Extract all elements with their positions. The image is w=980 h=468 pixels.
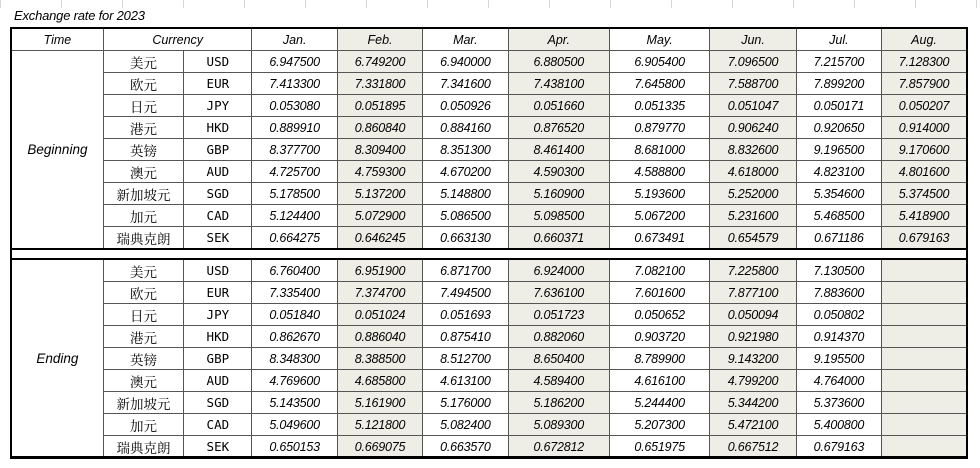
rate-cell[interactable]: 0.050171 <box>796 95 881 117</box>
rate-cell[interactable] <box>882 304 967 326</box>
currency-code-cell[interactable]: CAD <box>184 205 252 227</box>
rate-cell[interactable] <box>882 326 967 348</box>
rate-cell[interactable]: 6.760400 <box>252 259 337 282</box>
section-separator <box>11 249 967 259</box>
rate-cell[interactable]: 0.654579 <box>710 227 796 250</box>
rate-cell[interactable]: 7.899200 <box>796 73 881 95</box>
rate-cell[interactable]: 4.764000 <box>796 370 881 392</box>
rate-cell[interactable]: 8.388500 <box>337 348 422 370</box>
rate-cell[interactable]: 0.050926 <box>423 95 508 117</box>
header-month[interactable]: Jun. <box>710 28 796 51</box>
rate-cell[interactable]: 8.351300 <box>423 139 508 161</box>
rate-cell[interactable]: 0.667512 <box>710 436 796 459</box>
rate-cell[interactable]: 6.924000 <box>508 259 609 282</box>
rate-cell[interactable]: 4.616100 <box>609 370 709 392</box>
rate-cell[interactable]: 5.098500 <box>508 205 609 227</box>
currency-name-cell[interactable]: 英镑 <box>103 139 183 161</box>
currency-name-cell[interactable]: 澳元 <box>103 161 183 183</box>
currency-code-cell[interactable]: USD <box>184 259 252 282</box>
table-row <box>11 73 967 95</box>
rate-cell[interactable]: 8.377700 <box>252 139 337 161</box>
rate-cell[interactable]: 4.685800 <box>337 370 422 392</box>
rate-cell[interactable]: 0.651975 <box>609 436 709 459</box>
rate-cell[interactable]: 4.588800 <box>609 161 709 183</box>
rate-cell[interactable]: 7.374700 <box>337 282 422 304</box>
table-row <box>11 436 967 459</box>
rate-cell[interactable]: 0.051660 <box>508 95 609 117</box>
rate-cell[interactable]: 7.857900 <box>882 73 967 95</box>
rate-cell[interactable]: 0.906240 <box>710 117 796 139</box>
rate-cell[interactable]: 0.884160 <box>423 117 508 139</box>
rate-cell[interactable]: 7.128300 <box>882 51 967 73</box>
table-row <box>11 370 967 392</box>
rate-cell[interactable]: 4.589400 <box>508 370 609 392</box>
rate-cell[interactable]: 0.664275 <box>252 227 337 250</box>
rate-cell[interactable]: 7.645800 <box>609 73 709 95</box>
rate-cell[interactable]: 0.879770 <box>609 117 709 139</box>
rate-cell[interactable] <box>882 282 967 304</box>
rate-cell[interactable]: 9.170600 <box>882 139 967 161</box>
table-row <box>11 205 967 227</box>
table-row <box>11 348 967 370</box>
rate-cell[interactable]: 4.613100 <box>423 370 508 392</box>
rate-cell[interactable]: 5.468500 <box>796 205 881 227</box>
rate-cell[interactable]: 5.178500 <box>252 183 337 205</box>
sheet-gridlines <box>0 0 980 8</box>
rate-cell[interactable]: 7.130500 <box>796 259 881 282</box>
rate-cell[interactable]: 5.086500 <box>423 205 508 227</box>
rate-cell[interactable]: 6.871700 <box>423 259 508 282</box>
rate-cell[interactable]: 5.244400 <box>609 392 709 414</box>
rate-cell[interactable]: 0.882060 <box>508 326 609 348</box>
rate-cell[interactable]: 8.512700 <box>423 348 508 370</box>
table-row <box>11 183 967 205</box>
rate-cell[interactable]: 9.195500 <box>796 348 881 370</box>
rate-cell[interactable]: 0.914370 <box>796 326 881 348</box>
table-row <box>11 414 967 436</box>
rate-cell[interactable]: 5.176000 <box>423 392 508 414</box>
currency-code-cell[interactable]: SGD <box>184 183 252 205</box>
currency-name-cell[interactable]: 澳元 <box>103 370 183 392</box>
rate-cell[interactable]: 6.749200 <box>337 51 422 73</box>
table-row <box>11 282 967 304</box>
rate-cell[interactable]: 5.193600 <box>609 183 709 205</box>
rate-cell[interactable]: 0.050652 <box>609 304 709 326</box>
rate-cell[interactable]: 5.160900 <box>508 183 609 205</box>
rate-cell[interactable]: 7.331800 <box>337 73 422 95</box>
rate-cell[interactable]: 5.186200 <box>508 392 609 414</box>
currency-code-cell[interactable]: CAD <box>184 414 252 436</box>
table-row <box>11 51 967 73</box>
rate-cell[interactable]: 0.921980 <box>710 326 796 348</box>
currency-code-cell[interactable]: EUR <box>184 73 252 95</box>
currency-name-cell[interactable]: 日元 <box>103 95 183 117</box>
table-row <box>11 95 967 117</box>
rate-cell[interactable]: 5.067200 <box>609 205 709 227</box>
rate-cell[interactable] <box>882 414 967 436</box>
currency-name-cell[interactable]: 加元 <box>103 414 183 436</box>
rate-cell[interactable]: 5.161900 <box>337 392 422 414</box>
rate-cell[interactable]: 7.082100 <box>609 259 709 282</box>
header-currency[interactable]: Currency <box>103 28 252 51</box>
header-row <box>11 28 967 51</box>
rate-cell[interactable]: 5.252000 <box>710 183 796 205</box>
rate-cell[interactable]: 0.051047 <box>710 95 796 117</box>
rate-cell[interactable]: 5.374500 <box>882 183 967 205</box>
table-row <box>11 117 967 139</box>
rate-cell[interactable]: 0.679163 <box>796 436 881 459</box>
currency-code-cell[interactable]: SEK <box>184 227 252 250</box>
currency-code-cell[interactable]: GBP <box>184 348 252 370</box>
rate-cell[interactable]: 0.889910 <box>252 117 337 139</box>
table-row <box>11 139 967 161</box>
rate-cell[interactable]: 4.618000 <box>710 161 796 183</box>
rate-cell[interactable]: 5.418900 <box>882 205 967 227</box>
currency-name-cell[interactable]: 新加坡元 <box>103 392 183 414</box>
rate-cell[interactable]: 5.344200 <box>710 392 796 414</box>
rate-cell[interactable]: 0.875410 <box>423 326 508 348</box>
rate-cell[interactable]: 8.650400 <box>508 348 609 370</box>
rate-cell[interactable] <box>882 392 967 414</box>
rate-cell[interactable]: 0.673491 <box>609 227 709 250</box>
rate-cell[interactable]: 5.072900 <box>337 205 422 227</box>
rate-cell[interactable]: 0.050802 <box>796 304 881 326</box>
currency-name-cell[interactable]: 港元 <box>103 326 183 348</box>
currency-name-cell[interactable]: 瑞典克朗 <box>103 227 183 250</box>
currency-code-cell[interactable]: GBP <box>184 139 252 161</box>
rate-cell[interactable]: 7.588700 <box>710 73 796 95</box>
rate-cell[interactable]: 4.670200 <box>423 161 508 183</box>
rate-cell[interactable]: 4.799200 <box>710 370 796 392</box>
header-month[interactable]: Aug. <box>882 28 967 51</box>
currency-code-cell[interactable]: AUD <box>184 370 252 392</box>
rate-cell[interactable]: 5.207300 <box>609 414 709 436</box>
header-month[interactable]: Mar. <box>423 28 508 51</box>
rate-cell[interactable] <box>882 370 967 392</box>
currency-name-cell[interactable]: 欧元 <box>103 282 183 304</box>
rate-cell[interactable]: 5.124400 <box>252 205 337 227</box>
rate-cell[interactable] <box>882 436 967 459</box>
rate-cell[interactable]: 8.461400 <box>508 139 609 161</box>
rate-cell[interactable]: 0.914000 <box>882 117 967 139</box>
rate-cell[interactable]: 8.348300 <box>252 348 337 370</box>
rate-cell[interactable]: 0.050207 <box>882 95 967 117</box>
header-month[interactable]: Jul. <box>796 28 881 51</box>
rate-cell[interactable]: 7.438100 <box>508 73 609 95</box>
period-label-beginning[interactable]: Beginning <box>11 51 103 250</box>
currency-code-cell[interactable]: HKD <box>184 326 252 348</box>
table-row <box>11 392 967 414</box>
currency-name-cell[interactable]: 瑞典克朗 <box>103 436 183 459</box>
rate-cell[interactable]: 8.681000 <box>609 139 709 161</box>
rate-cell[interactable]: 0.671186 <box>796 227 881 250</box>
rate-cell[interactable]: 7.335400 <box>252 282 337 304</box>
rate-cell[interactable]: 7.877100 <box>710 282 796 304</box>
rate-cell[interactable]: 0.663130 <box>423 227 508 250</box>
rate-cell[interactable]: 0.650153 <box>252 436 337 459</box>
rate-cell[interactable]: 6.880500 <box>508 51 609 73</box>
rate-cell[interactable]: 7.225800 <box>710 259 796 282</box>
rate-cell[interactable]: 4.590300 <box>508 161 609 183</box>
rate-cell[interactable]: 5.137200 <box>337 183 422 205</box>
rate-cell[interactable]: 0.050094 <box>710 304 796 326</box>
rate-cell[interactable]: 0.051024 <box>337 304 422 326</box>
rate-cell[interactable]: 0.663570 <box>423 436 508 459</box>
rate-cell[interactable]: 0.862670 <box>252 326 337 348</box>
rate-cell[interactable]: 5.049600 <box>252 414 337 436</box>
rate-cell[interactable]: 0.053080 <box>252 95 337 117</box>
currency-name-cell[interactable]: 美元 <box>103 51 183 73</box>
rate-cell[interactable]: 0.051723 <box>508 304 609 326</box>
rate-cell[interactable]: 0.886040 <box>337 326 422 348</box>
currency-code-cell[interactable]: HKD <box>184 117 252 139</box>
rate-cell[interactable]: 5.400800 <box>796 414 881 436</box>
header-month[interactable]: Apr. <box>508 28 609 51</box>
rate-cell[interactable]: 4.823100 <box>796 161 881 183</box>
rate-cell[interactable]: 0.876520 <box>508 117 609 139</box>
rate-cell[interactable]: 7.341600 <box>423 73 508 95</box>
rate-cell[interactable]: 5.472100 <box>710 414 796 436</box>
rate-cell[interactable]: 5.082400 <box>423 414 508 436</box>
currency-name-cell[interactable]: 英镑 <box>103 348 183 370</box>
currency-name-cell[interactable]: 欧元 <box>103 73 183 95</box>
table-bottom-border <box>10 456 968 463</box>
rate-cell[interactable]: 0.051895 <box>337 95 422 117</box>
rate-cell[interactable]: 5.121800 <box>337 414 422 436</box>
rate-cell[interactable]: 7.636100 <box>508 282 609 304</box>
rate-cell[interactable]: 4.725700 <box>252 161 337 183</box>
rate-cell[interactable]: 0.920650 <box>796 117 881 139</box>
table-row <box>11 304 967 326</box>
table-row <box>11 259 967 282</box>
rate-cell[interactable]: 9.196500 <box>796 139 881 161</box>
rate-cell[interactable]: 0.672812 <box>508 436 609 459</box>
rate-cell[interactable]: 0.646245 <box>337 227 422 250</box>
currency-name-cell[interactable]: 日元 <box>103 304 183 326</box>
currency-name-cell[interactable]: 加元 <box>103 205 183 227</box>
rate-cell[interactable]: 5.089300 <box>508 414 609 436</box>
currency-code-cell[interactable]: SGD <box>184 392 252 414</box>
rate-cell[interactable]: 0.679163 <box>882 227 967 250</box>
rate-cell[interactable]: 5.148800 <box>423 183 508 205</box>
rate-cell[interactable]: 0.860840 <box>337 117 422 139</box>
rate-cell[interactable]: 7.215700 <box>796 51 881 73</box>
currency-code-cell[interactable]: USD <box>184 51 252 73</box>
rate-cell[interactable]: 0.051840 <box>252 304 337 326</box>
rate-cell[interactable]: 0.903720 <box>609 326 709 348</box>
rate-cell[interactable]: 5.231600 <box>710 205 796 227</box>
header-time[interactable]: Time <box>11 28 103 51</box>
rate-cell[interactable]: 7.413300 <box>252 73 337 95</box>
rate-cell[interactable]: 0.051693 <box>423 304 508 326</box>
table-row <box>11 161 967 183</box>
header-month[interactable]: May. <box>609 28 709 51</box>
rate-cell[interactable]: 4.769600 <box>252 370 337 392</box>
exchange-rate-table <box>10 27 968 459</box>
currency-code-cell[interactable]: JPY <box>184 95 252 117</box>
separator-cell <box>11 249 967 259</box>
rate-cell[interactable]: 5.373600 <box>796 392 881 414</box>
rate-cell[interactable]: 4.801600 <box>882 161 967 183</box>
table-row <box>11 227 967 250</box>
rate-cell[interactable]: 5.143500 <box>252 392 337 414</box>
rate-cell[interactable]: 8.789900 <box>609 348 709 370</box>
rate-cell[interactable]: 5.354600 <box>796 183 881 205</box>
rate-cell[interactable]: 9.143200 <box>710 348 796 370</box>
rate-cell[interactable]: 0.669075 <box>337 436 422 459</box>
rate-cell[interactable]: 6.905400 <box>609 51 709 73</box>
rate-cell[interactable]: 8.832600 <box>710 139 796 161</box>
currency-code-cell[interactable]: AUD <box>184 161 252 183</box>
rate-cell[interactable]: 7.883600 <box>796 282 881 304</box>
rate-cell[interactable]: 6.951900 <box>337 259 422 282</box>
rate-cell[interactable]: 7.494500 <box>423 282 508 304</box>
header-month[interactable]: Feb. <box>337 28 422 51</box>
rate-cell[interactable] <box>882 348 967 370</box>
rate-cell[interactable]: 4.759300 <box>337 161 422 183</box>
rate-cell[interactable]: 6.940000 <box>423 51 508 73</box>
currency-name-cell[interactable]: 新加坡元 <box>103 183 183 205</box>
sheet-title: Exchange rate for 2023 <box>14 8 145 23</box>
rate-cell[interactable]: 7.601600 <box>609 282 709 304</box>
rate-cell[interactable] <box>882 259 967 282</box>
header-month[interactable]: Jan. <box>252 28 337 51</box>
currency-name-cell[interactable]: 港元 <box>103 117 183 139</box>
currency-code-cell[interactable]: SEK <box>184 436 252 459</box>
currency-name-cell[interactable]: 美元 <box>103 259 183 282</box>
rate-cell[interactable]: 7.096500 <box>710 51 796 73</box>
period-label-ending[interactable]: Ending <box>11 259 103 458</box>
currency-code-cell[interactable]: JPY <box>184 304 252 326</box>
table-row <box>11 326 967 348</box>
rate-cell[interactable]: 0.660371 <box>508 227 609 250</box>
rate-cell[interactable]: 6.947500 <box>252 51 337 73</box>
rate-cell[interactable]: 8.309400 <box>337 139 422 161</box>
currency-code-cell[interactable]: EUR <box>184 282 252 304</box>
rate-cell[interactable]: 0.051335 <box>609 95 709 117</box>
